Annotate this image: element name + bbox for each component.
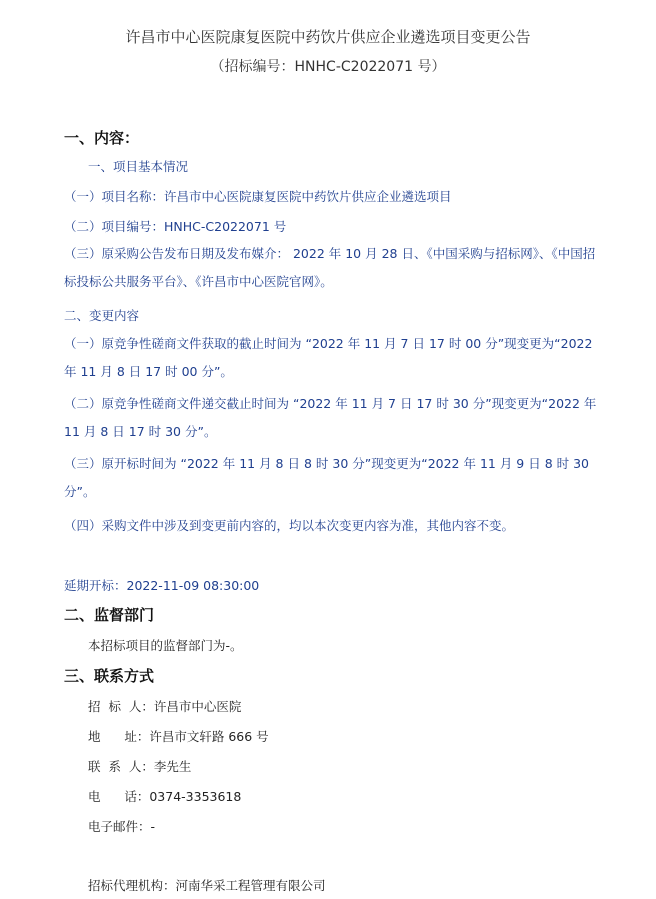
contact-phone: 电 话：0374-3353618 [88,789,242,804]
section-content-heading: 一、内容： [64,129,140,147]
project-name-line: （一）项目名称：许昌市中心医院康复医院中药饮片供应企业遴选项目 [64,189,452,204]
contact-email: 电子邮件：- [88,819,156,834]
change-item-1: （一）原竞争性磋商文件获取的截止时间为 “2022 年 11 月 7 日 17 时 00 分”现变更为“2022 年 11 月 8 日 17 时 00 分”。 [64,336,593,379]
section-supervision-heading: 二、监督部门 [64,606,155,624]
change-item-2: （二）原竞争性磋商文件递交截止时间为 “2022 年 11 月 7 日 17 时 30 分”现变更为“2022 年 11 月 8 日 17 时 30 分”。 [64,396,597,439]
project-basic-info-heading: 一、项目基本情况 [88,159,189,174]
change-item-4: （四）采购文件中涉及到变更前内容的，均以本次变更内容为准，其他内容不变。 [64,518,515,533]
tender-number-subtitle: （招标编号：HNHC-C2022071 号） [210,59,446,75]
page-title: 许昌市中心医院康复医院中药饮片供应企业遴选项目变更公告 [125,28,531,46]
delayed-opening-time: 延期开标：2022-11-09 08:30:00 [64,578,260,593]
change-item-3: （三）原开标时间为 “2022 年 11 月 8 日 8 时 30 分”现变更为“2022 年 11 月 9 日 8 时 30 分”。 [64,456,590,499]
supervision-text: 本招标项目的监督部门为-。 [88,638,243,653]
project-number-line: （二）项目编号：HNHC-C2022071 号 [64,219,287,234]
original-announcement-paragraph: （三）原采购公告发布日期及发布媒介： 2022 年 10 月 28 日、《中国采购与招标网》、《中国招标投标公共服务平台》、《许昌市中心医院官网》。 [64,246,596,289]
contact-person: 联 系 人：李先生 [88,759,192,774]
contact-agency: 招标代理机构：河南华采工程管理有限公司 [88,878,326,893]
change-content-heading: 二、变更内容 [64,308,140,323]
section-contact-heading: 三、联系方式 [64,667,155,685]
contact-address: 地 址：许昌市文轩路 666 号 [88,729,269,744]
contact-tenderer: 招 标 人：许昌市中心医院 [88,699,242,714]
